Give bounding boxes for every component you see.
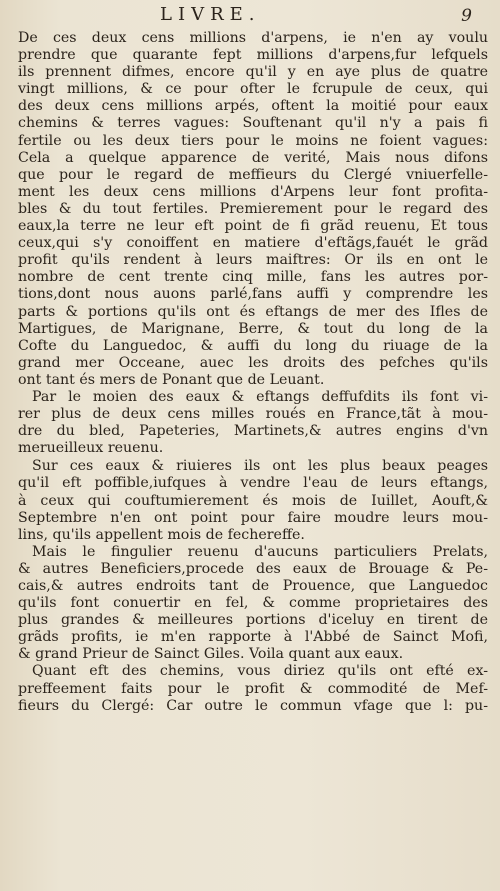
text-line: grand mer Occeane, auec les droits des pefches qu'ils xyxy=(18,354,488,371)
paragraph-5 xyxy=(18,663,488,714)
text-line: ont tant és mers de Ponant que de Leuant. xyxy=(18,371,325,388)
text-line: nombre de cent trente cinq mille, fans les autres por- xyxy=(18,269,488,286)
text-line: fertile ou les deux tiers pour le moins ne foient vagues: xyxy=(18,132,488,149)
text-line: ils prennent difmes, encore qu'il y en aye plus de quatre xyxy=(18,64,488,81)
text-line: & grand Prieur de Sainct Giles. Voila quant aux eaux. xyxy=(18,646,404,663)
text-line: Sur ces eaux & riuieres ils ont les plus beaux peages xyxy=(32,458,488,475)
text-line: De ces deux cens millions d'arpens, ie n'en ay voulu xyxy=(18,30,488,46)
text-line: grãds profits, ie m'en rapporte à l'Abbé de Sainct Mofi, xyxy=(18,629,488,646)
text-line: que pour le regard de meffieurs du Clergé vniuerfelle- xyxy=(18,166,488,183)
text-line: & autres Beneficiers,procede des eaux de Brouage & Pe- xyxy=(18,560,488,577)
text-line: bles & du tout fertiles. Premierement pour le regard des xyxy=(18,200,488,217)
paragraph-3 xyxy=(18,458,488,543)
text-line: prendre que quarante fept millions d'arpens,fur lefquels xyxy=(18,47,488,64)
text-line: dre du bled, Papeteries, Martinets,& autres engins d'vn xyxy=(18,423,488,440)
text-line: Septembre n'en ont point pour faire moudre leurs mou- xyxy=(18,509,488,526)
text-line: qu'il eft poffible,iufques à vendre l'eau de leurs eftangs, xyxy=(18,475,488,492)
text-line: Mais le fingulier reuenu d'aucuns particuliers Prelats, xyxy=(32,543,488,560)
text-line: fieurs du Clergé: Car outre le commun vfage que l: pu- xyxy=(18,697,488,714)
text-line: chemins & terres vagues: Souftenant qu'il n'y a pais fi xyxy=(18,115,488,132)
text-line: tions,dont nous auons parlé,fans auffi y comprendre les xyxy=(18,286,488,303)
text-line: merueilleux reuenu. xyxy=(18,440,164,457)
paragraph-4 xyxy=(18,544,488,664)
text-line: parts & portions qu'ils ont és eftangs de mer des Ifles de xyxy=(18,303,488,320)
text-line: cais,& autres endroits tant de Prouence, que Languedoc xyxy=(18,578,488,594)
page-header xyxy=(0,2,500,28)
text-line: preffeement faits pour le profit & commodité de Mef- xyxy=(18,680,488,697)
text-line: rer plus de deux cens milles roués en France,tãt à mou- xyxy=(18,406,488,423)
text-line: Martigues, de Marignane, Berre, & tout du long de la xyxy=(18,320,488,337)
text-line: vingt millions, & ce pour ofter le fcrupule de ceux, qui xyxy=(18,81,488,98)
text-line: Quant eft des chemins, vous diriez qu'ils ont efté ex- xyxy=(32,663,488,680)
text-line: ceux,qui s'y conoiffent en matiere d'eftãgs,fauét le grãd xyxy=(18,235,488,252)
text-line: ment les deux cens millions d'Arpens leur font profita- xyxy=(18,183,488,200)
text-line: Cofte du Languedoc, & auffi du long du riuage de la xyxy=(18,337,488,354)
paragraph-2 xyxy=(18,389,488,457)
paragraph-1 xyxy=(18,30,488,389)
body-text xyxy=(18,30,488,715)
text-line: Par le moien des eaux & eftangs deffufdits ils font vi- xyxy=(32,388,488,405)
text-line: profit qu'ils rendent à leurs maiftres: Or ils en ont le xyxy=(18,252,488,269)
text-line: eaux,la terre ne leur eft point de fi grãd reuenu, Et tous xyxy=(18,218,488,235)
text-line: lins, qu'ils appellent mois de fechereffe. xyxy=(18,526,305,543)
text-line: à ceux qui couftumierement és mois de Iuillet, Aouft,& xyxy=(18,492,488,509)
page-number: 9 xyxy=(461,6,472,26)
text-line: plus grandes & meilleures portions d'iceluy en tirent de xyxy=(18,612,488,629)
text-line: Cela a quelque apparence de verité, Mais nous difons xyxy=(18,149,488,166)
text-line: qu'ils font conuertir en fel, & comme proprietaires des xyxy=(18,595,488,612)
text-line: des deux cens millions arpés, oftent la moitié pour eaux xyxy=(18,98,488,115)
running-head: LIVRE. xyxy=(160,4,261,25)
